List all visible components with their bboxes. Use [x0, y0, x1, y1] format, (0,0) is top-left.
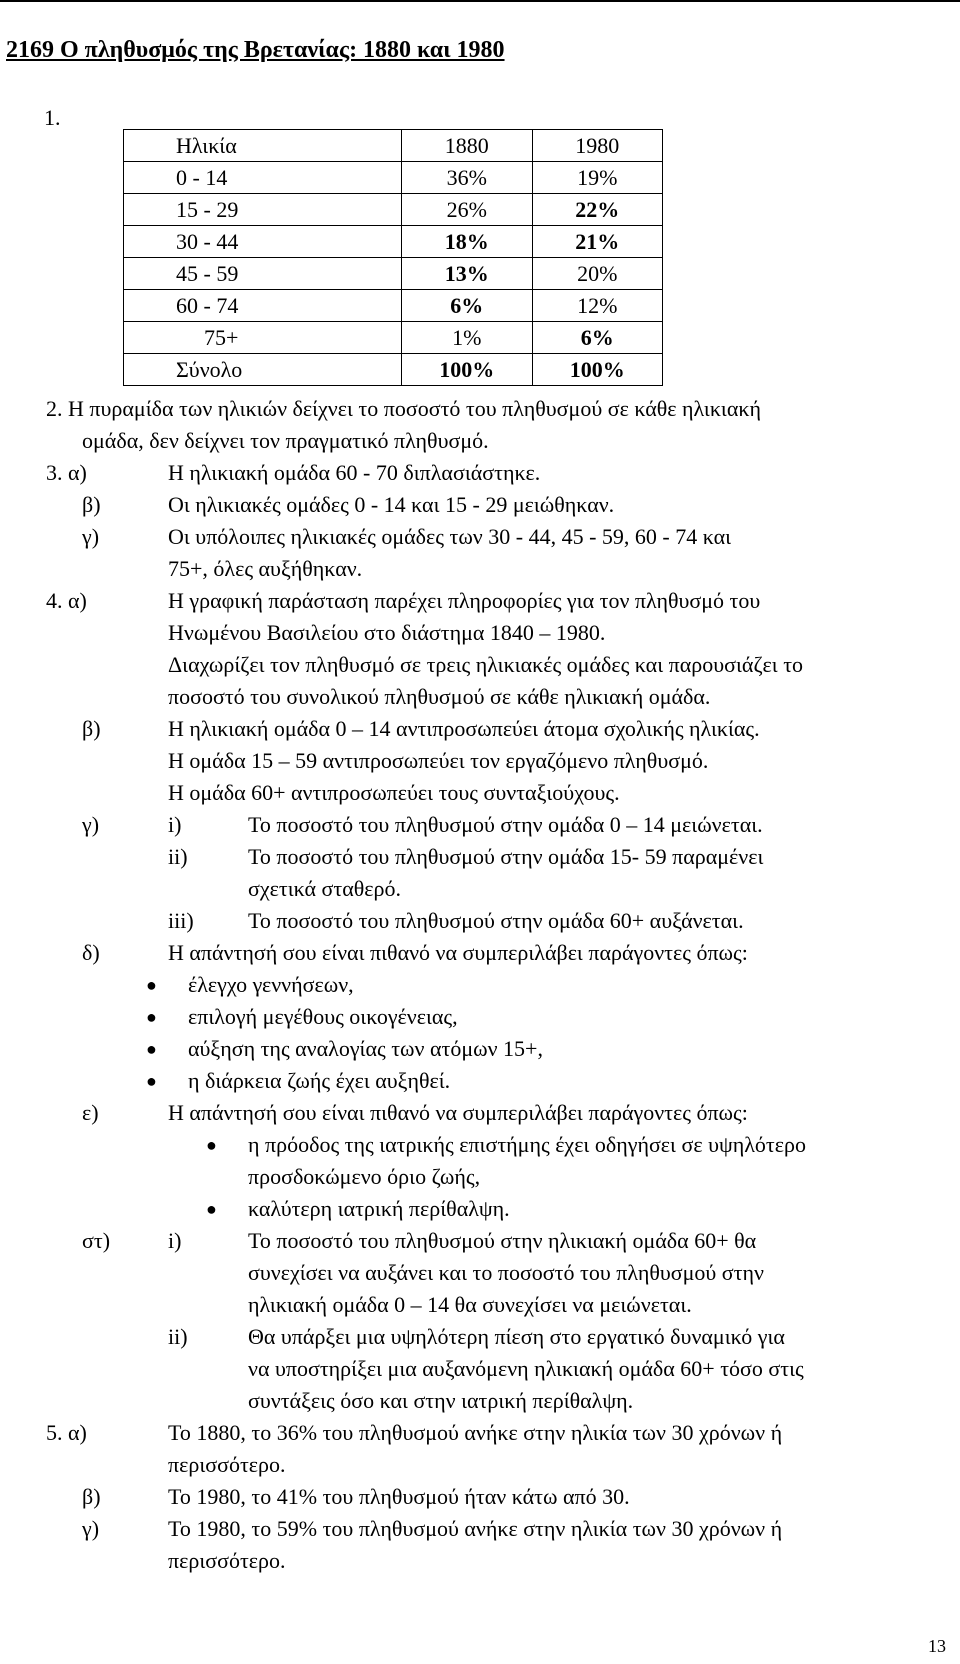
question-1-number: 1.	[44, 105, 61, 130]
top-rule	[0, 0, 960, 2]
answer-line: ομάδα, δεν δείχνει τον πραγματικό πληθυσμό.	[82, 428, 489, 453]
item-marker: β)	[82, 492, 101, 517]
value-1880-cell: 13%	[402, 258, 532, 290]
value-1980-cell: 12%	[532, 290, 663, 322]
value-1980-cell: 20%	[532, 258, 663, 290]
table-header-row	[124, 130, 663, 162]
item-marker: γ)	[82, 1516, 100, 1541]
answer-line: συνεχίσει να αυξάνει και το ποσοστό του πληθυσμού στην	[248, 1260, 764, 1285]
answer-line: συντάξεις όσο και στην ιατρική περίθαλψη.	[248, 1388, 634, 1413]
answer-line: Το ποσοστό του πληθυσμού στην ηλικιακή ομάδα 60+ θα	[248, 1228, 757, 1253]
age-cell: 60 - 74	[124, 290, 402, 322]
answer-line: Το 1880, το 36% του πληθυσμού ανήκε στην ηλικία των 30 χρόνων ή	[168, 1420, 783, 1445]
bullet-item: έλεγχο γεννήσεων,	[188, 972, 354, 997]
table-row	[124, 162, 663, 194]
sub-item-marker: i)	[168, 812, 182, 837]
age-cell: 75+	[124, 322, 402, 354]
item-marker: γ)	[82, 524, 100, 549]
sub-item-marker: iii)	[168, 908, 194, 933]
answer-line: 2. Η πυραμίδα των ηλικιών δείχνει το ποσοστό του πληθυσμού σε κάθε ηλικιακή	[46, 396, 761, 421]
age-cell: 45 - 59	[124, 258, 402, 290]
answer-line: Το ποσοστό του πληθυσμού στην ομάδα 15- 59 παραμένει	[248, 844, 764, 869]
page-title: 2169 Ο πληθυσμός της Βρετανίας: 1880 και 1980	[6, 37, 505, 63]
answer-line: περισσότερο.	[168, 1548, 286, 1573]
table-row	[124, 194, 663, 226]
answer-line: Το ποσοστό του πληθυσμού στην ομάδα 60+ αυξάνεται.	[248, 908, 744, 933]
answer-line: ηλικιακή ομάδα 0 – 14 θα συνεχίσει να μειώνεται.	[248, 1292, 692, 1317]
total-1980-cell: 100%	[532, 354, 663, 386]
value-1980-cell: 6%	[532, 322, 663, 354]
value-1880-cell: 1%	[402, 322, 532, 354]
total-label-cell: Σύνολο	[124, 354, 402, 386]
answer-line: Διαχωρίζει τον πληθυσμό σε τρεις ηλικιακές ομάδες και παρουσιάζει το	[168, 652, 804, 677]
item-marker: β)	[82, 1484, 101, 1509]
bullet-icon: ●	[146, 975, 157, 995]
header-age: Ηλικία	[124, 130, 402, 162]
total-1880-cell: 100%	[402, 354, 532, 386]
item-marker: β)	[82, 716, 101, 741]
table-row	[124, 226, 663, 258]
bullet-item: η διάρκεια ζωής έχει αυξηθεί.	[188, 1068, 451, 1093]
answer-line: Η ηλικιακή ομάδα 60 - 70 διπλασιάστηκε.	[168, 460, 541, 485]
sub-item-marker: ii)	[168, 844, 188, 869]
answer-line: 75+, όλες αυξήθηκαν.	[168, 556, 363, 581]
item-marker: ε)	[82, 1100, 99, 1125]
item-marker: 5. α)	[46, 1420, 87, 1445]
bullet-item: αύξηση της αναλογίας των ατόμων 15+,	[188, 1036, 543, 1061]
answer-line: Η ηλικιακή ομάδα 0 – 14 αντιπροσωπεύει άτομα σχολικής ηλικίας.	[168, 716, 760, 741]
answer-line: Η απάντησή σου είναι πιθανό να συμπεριλάβει παράγοντες όπως:	[168, 1100, 748, 1125]
value-1980-cell: 22%	[532, 194, 663, 226]
answer-line: σχετικά σταθερό.	[248, 876, 402, 901]
answer-line: ποσοστό του συνολικού πληθυσμού σε κάθε ηλικιακή ομάδα.	[168, 684, 711, 709]
table-row	[124, 258, 663, 290]
bullet-item: η πρόοδος της ιατρικής επιστήμης έχει οδηγήσει σε υψηλότερο	[248, 1132, 806, 1157]
answer-line: Η ομάδα 15 – 59 αντιπροσωπεύει τον εργαζόμενο πληθυσμό.	[168, 748, 709, 773]
age-cell: 0 - 14	[124, 162, 402, 194]
value-1880-cell: 26%	[402, 194, 532, 226]
age-cell: 30 - 44	[124, 226, 402, 258]
bullet-icon: ●	[146, 1071, 157, 1091]
item-marker: δ)	[82, 940, 100, 965]
sub-item-marker: i)	[168, 1228, 182, 1253]
answer-line: Οι υπόλοιπες ηλικιακές ομάδες των 30 - 44, 45 - 59, 60 - 74 και	[168, 524, 732, 549]
answer-line: Ηνωμένου Βασιλείου στο διάστημα 1840 – 1980.	[168, 620, 606, 645]
answer-line: Οι ηλικιακές ομάδες 0 - 14 και 15 - 29 μειώθηκαν.	[168, 492, 615, 517]
bullet-icon: ●	[146, 1007, 157, 1027]
item-marker: στ)	[82, 1228, 111, 1253]
value-1980-cell: 19%	[532, 162, 663, 194]
answer-line: Το ποσοστό του πληθυσμού στην ομάδα 0 – 14 μειώνεται.	[248, 812, 763, 837]
age-cell: 15 - 29	[124, 194, 402, 226]
table-total-row	[124, 354, 663, 386]
bullet-icon: ●	[206, 1135, 217, 1155]
item-marker: 4. α)	[46, 588, 87, 613]
answer-line: Η απάντησή σου είναι πιθανό να συμπεριλάβει παράγοντες όπως:	[168, 940, 748, 965]
sub-item-marker: ii)	[168, 1324, 188, 1349]
bullet-icon: ●	[146, 1039, 157, 1059]
header-1980: 1980	[532, 130, 663, 162]
bullet-icon: ●	[206, 1199, 217, 1219]
bullet-item-continuation: προσδοκώμενο όριο ζωής,	[248, 1164, 481, 1189]
value-1980-cell: 21%	[532, 226, 663, 258]
value-1880-cell: 36%	[402, 162, 532, 194]
value-1880-cell: 18%	[402, 226, 532, 258]
answer-line: Το 1980, το 41% του πληθυσμού ήταν κάτω από 30.	[168, 1484, 630, 1509]
answer-line: να υποστηρίξει μια αυξανόμενη ηλικιακή ομάδα 60+ τόσο στις	[248, 1356, 804, 1381]
value-1880-cell: 6%	[402, 290, 532, 322]
answer-line: Η γραφική παράσταση παρέχει πληροφορίες για τον πληθυσμό του	[168, 588, 761, 613]
answer-line: περισσότερο.	[168, 1452, 286, 1477]
answer-line: Θα υπάρξει μια υψηλότερη πίεση στο εργατικό δυναμικό για	[248, 1324, 785, 1349]
answer-line: Το 1980, το 59% του πληθυσμού ανήκε στην ηλικία των 30 χρόνων ή	[168, 1516, 783, 1541]
item-marker: γ)	[82, 812, 100, 837]
item-marker: 3. α)	[46, 460, 87, 485]
table-row	[124, 322, 663, 354]
answer-line: Η ομάδα 60+ αντιπροσωπεύει τους συνταξιούχους.	[168, 780, 620, 805]
bullet-item: επιλογή μεγέθους οικογένειας,	[188, 1004, 458, 1029]
bullet-item: καλύτερη ιατρική περίθαλψη.	[248, 1196, 510, 1221]
table-row	[124, 290, 663, 322]
age-distribution-table	[123, 129, 663, 386]
page-number: 13	[928, 1636, 946, 1656]
header-1880: 1880	[402, 130, 532, 162]
